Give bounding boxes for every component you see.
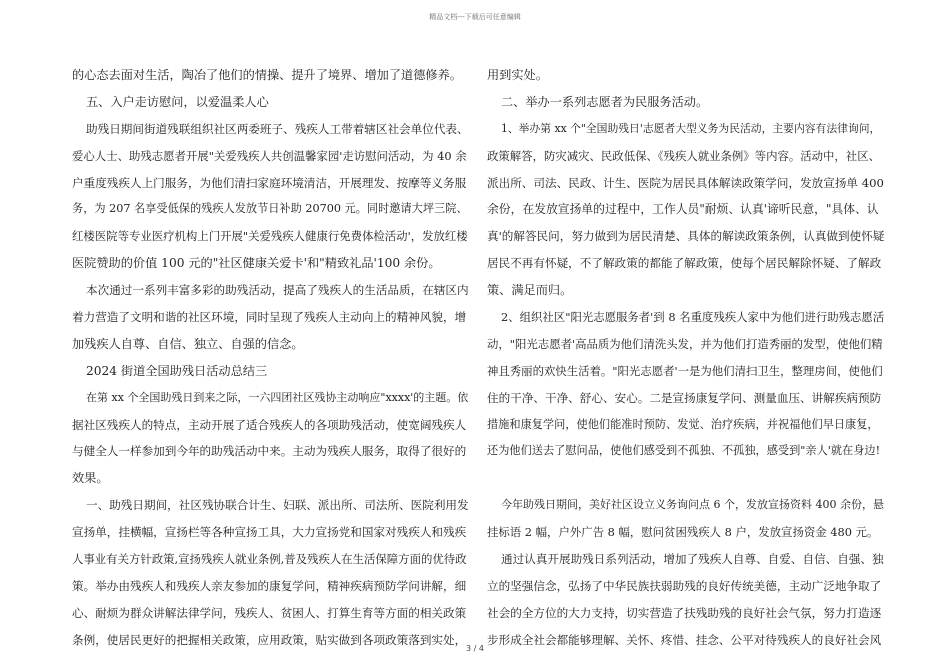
section-heading: 二、举办一系列志愿者为民服务活动。 bbox=[501, 94, 709, 109]
paragraph-line: 挂标语 2 幅，户外广告 8 幅，慰问贫困残疾人 8 户，发放宣扬资金 480 元。 bbox=[487, 525, 879, 540]
paragraph-line: 策、满足而归。 bbox=[487, 283, 573, 298]
paragraph-line: 立的坚强信念，弘扬了中华民族扶弱助残的良好传统美德，主动广泛地争取了 bbox=[487, 578, 882, 593]
paragraph-line: 与健全人一样参加到今年的助残活动中来。主动为残疾人服务，取得了很好的 bbox=[72, 444, 467, 459]
paragraph-line: 爱心人士、助残志愿者开展"关爱残疾人共创温馨家园'走访慰问活动，为 40 余 bbox=[72, 148, 467, 163]
paragraph-line: 神且秀丽的欢快生活着。"阳光志愿者'一是为他们清扫卫生，整理房间，使他们 bbox=[487, 363, 883, 378]
section-heading: 五、入户走访慰问，以爱温柔人心 bbox=[86, 94, 269, 109]
paragraph-line: 条例，使居民更好的把握相关政策，应用政策，贴实做到各项政策落到实处， bbox=[72, 632, 467, 647]
paragraph-line: 社会的全方位的大力支持，切实营造了扶残助残的良好社会气氛，努力打造逐 bbox=[487, 605, 882, 620]
paragraph-line: 还为他们送去了慰问品，使他们感受到不孤独、不孤独，感受到"亲人'就在身边! bbox=[487, 444, 881, 458]
paragraph-line: 医院赞助的价值 100 元的"社区健康关爱卡'和"精致礼品'100 余份。 bbox=[72, 256, 441, 271]
paragraph-line: 本次通过一系列丰富多彩的助残活动，提高了残疾人的生活品质，在辖区内 bbox=[86, 283, 469, 298]
paragraph-line: 用到实处。 bbox=[487, 68, 548, 82]
page-number: 3 / 4 bbox=[466, 644, 484, 653]
paragraph-line: 的心态去面对生活，陶冶了他们的情操、提升了境界、增加了道德修养。 bbox=[72, 68, 462, 82]
paragraph-line: 措施和康复学问，使他们能准时预防、发觉、治疗疾病，并祝福他们早日康复， bbox=[487, 417, 879, 431]
paragraph-line: 派出所、司法、民政、计生、医院为居民具体解读政策学问，发放宣扬单 400 bbox=[487, 175, 884, 190]
paragraph-line: 心、耐烦为群众讲解法律学问，残疾人、贫困人、打算生育等方面的相关政策 bbox=[72, 605, 467, 620]
paragraph-line: 人事业有关方针政策,宣扬残疾人就业条例,普及残疾人在生活保障方面的优待政 bbox=[72, 552, 467, 567]
page-header: 精品文档---下载后可任意编辑 bbox=[429, 13, 521, 21]
paragraph-line: 红楼医院等专业医疗机构上门开展"关爱残疾人健康行免费体检活动'，发放红楼 bbox=[72, 229, 468, 244]
paragraph-line: 务，为 207 名享受低保的残疾人发放节日补助 20700 元。同时邀请大坪三院、 bbox=[72, 202, 468, 216]
paragraph-line: 1、举办第 xx 个"全国助残日'志愿者大型义务为民活动，主要内容有法律询问， bbox=[501, 121, 881, 135]
paragraph-line: 动，"阳光志愿者'高品质为他们清洗头发，并为他们打造秀丽的发型，使他们精 bbox=[487, 336, 883, 351]
paragraph-line: 在第 xx 个全国助残日到来之际，一六四团社区残协主动响应"xxxx'的主题。依 bbox=[86, 390, 469, 404]
paragraph-line: 一、助残日期间，社区残协联合计生、妇联、派出所、司法所、医院利用发 bbox=[86, 498, 469, 513]
paragraph-line: 效果。 bbox=[72, 471, 109, 486]
paragraph-line: 加残疾人自尊、自信、独立、自强的信念。 bbox=[72, 336, 304, 351]
paragraph-line: 策。举办由残疾人和残疾人亲友参加的康复学问，精神疾病预防学问讲解，细 bbox=[72, 578, 467, 593]
paragraph-line: 真'的解答民问，努力做到为居民清楚、具体的解读政策条例，认真做到使怀疑 bbox=[487, 229, 885, 244]
section-heading: 2024 街道全国助残日活动总结三 bbox=[86, 363, 268, 378]
left-column bbox=[72, 62, 470, 654]
paragraph-line: 今年助残日期间，美好社区设立义务询问点 6 个，发放宣扬资料 400 余份，悬 bbox=[501, 498, 884, 512]
paragraph-line: 着力营造了文明和谐的社区环境，同时呈现了残疾人主动向上的精神风貌，增 bbox=[72, 310, 467, 325]
paragraph-line: 助残日期间街道残联组织社区两委班子、残疾人工带着辖区社会单位代表、 bbox=[86, 121, 469, 136]
paragraph-line: 政策解答，防灾减灾、民政低保、《残疾人就业条例》等内容。活动中，社区、 bbox=[487, 148, 880, 163]
paragraph-line: 通过认真开展助残日系列活动，增加了残疾人自尊、自爱、自信、自强、独 bbox=[501, 552, 884, 567]
paragraph-line: 户重度残疾人上门服务，为他们清扫家庭环境清洁，开展理发、按摩等义务服 bbox=[72, 175, 467, 190]
paragraph-line: 居民不再有怀疑，不了解政策的都能了解政策，使每个居民解除怀疑、了解政 bbox=[487, 256, 882, 271]
paragraph-line: 住的干净、干净、舒心、安心。二是宣扬康复学问、测量血压、讲解疾病预防 bbox=[487, 390, 882, 405]
paragraph-line: 据社区残疾人的特点，主动开展了适合残疾人的各项助残活动，使宽阔残疾人 bbox=[72, 417, 467, 432]
paragraph-gap bbox=[487, 465, 882, 492]
right-column bbox=[487, 62, 885, 654]
paragraph-line: 余份，在发放宣扬单的过程中，工作人员"耐烦、认真'谛听民意，"具体、认 bbox=[487, 202, 879, 217]
paragraph-line: 2、组织社区"阳光志愿服务者'到 8 名重度残疾人家中为他们进行助残志愿活 bbox=[501, 310, 885, 325]
paragraph-line: 步形成全社会都能够理解、关怀、疼惜、挂念、公平对待残疾人的良好社会风 bbox=[487, 632, 882, 647]
paragraph-line: 宣扬单，挂横幅，宣扬栏等各种宣扬工具，大力宣扬党和国家对残疾人和残疾 bbox=[72, 525, 467, 540]
